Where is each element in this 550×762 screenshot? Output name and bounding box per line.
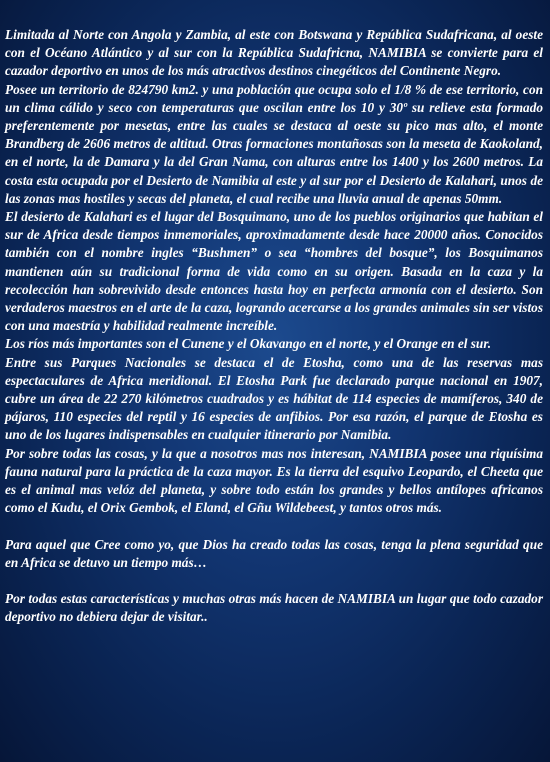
paragraph-faith: Para aquel que Cree como yo, que Dios ha creado todas las cosas, tenga la plena seguridad que en Africa se detuvo un tiempo más…: [5, 536, 543, 570]
paragraph-spacer: [5, 572, 543, 590]
paragraph-territory: Posee un territorio de 824790 km2. y una población que ocupa solo el 1/8 % de ese territorio, con un clima cálido y seco con temperaturas que oscilan entre los 10 y 30º su relieve esta formado preferentemente por mesetas, entre las cuales se destaca al oeste su pico mas alto, el monte Brandberg de 2606 metros de altitud. Otras formaciones montañosas son la meseta de Kaokoland, en el norte, la de Damara y la del Gran Nama, con alturas entre los 1400 y los 2600 metros. La costa esta ocupada por el Desierto de Namibia al este y al sur por el Desierto de Kalahari, unos de las zonas mas hostiles y secas del planeta, el cual recibe una lluvia anual de apenas 50mm.: [5, 81, 543, 206]
paragraph-closing: Por todas estas características y muchas otras más hacen de NAMIBIA un lugar que todo cazador deportivo no debiera dejar de visitar..: [5, 591, 543, 625]
paragraph-hunting-fauna: Por sobre todas las cosas, y la que a nosotros mas nos interesan, NAMIBIA posee una riquísima fauna natural para la práctica de la caza mayor. Es la tierra del esquivo Leopardo, el Cheeta que es el animal mas velóz del planeta, y sobre todo están los grandes y bellos antílopes africanos como el Kudu, el Orix Gembok, el Eland, el Gñu Wildebeest, y tantos otros más.: [5, 445, 543, 516]
paragraph-etosha-park: Entre sus Parques Nacionales se destaca el de Etosha, como una de las reservas mas espectaculares de Africa meridional. El Etosha Park fue declarado parque nacional en 1907, cubre un área de 22 270 kilómetros cuadrados y es hábitat de 114 especies de mamíferos, 340 de pájaros, 110 especies del reptil y 16 especies de anfibios. Por esa razón, el parque de Etosha es uno de los lugares indispensables en cualquier itinerario por Namibia.: [5, 354, 543, 443]
paragraph-borders: Limitada al Norte con Angola y Zambia, al este con Botswana y República Sudafricana, al oeste con el Océano Atlántico y al sur con la República Sudafricna, NAMIBIA se convierte para el cazador deportivo en unos de los más atractivos destinos cinegéticos del Continente Negro.: [5, 27, 543, 79]
paragraph-rivers: Los ríos más importantes son el Cunene y el Okavango en el norte, y el Orange en el sur.: [5, 336, 492, 352]
paragraph-spacer: [5, 517, 543, 535]
paragraph-kalahari-bushmen: El desierto de Kalahari es el lugar del Bosquimano, uno de los pueblos originarios que habitan el sur de Africa desde tiempos inmemoriales, aproximadamente desde hace 20000 años. Conocidos también con el nombre ingles “Bushmen” o sea “hombres del bosque”, los Bosquimanos mantienen aún su tradicional forma de vida como en su origen. Basada en la caza y la recolección han sobrevivido desde entonces hasta hoy en perfecta armonía con el desierto. Son verdaderos maestros en el arte de la caza, logrando acercarse a los grandes animales sin ser vistos con una maestría y habilidad realmente increíble.: [5, 209, 543, 334]
